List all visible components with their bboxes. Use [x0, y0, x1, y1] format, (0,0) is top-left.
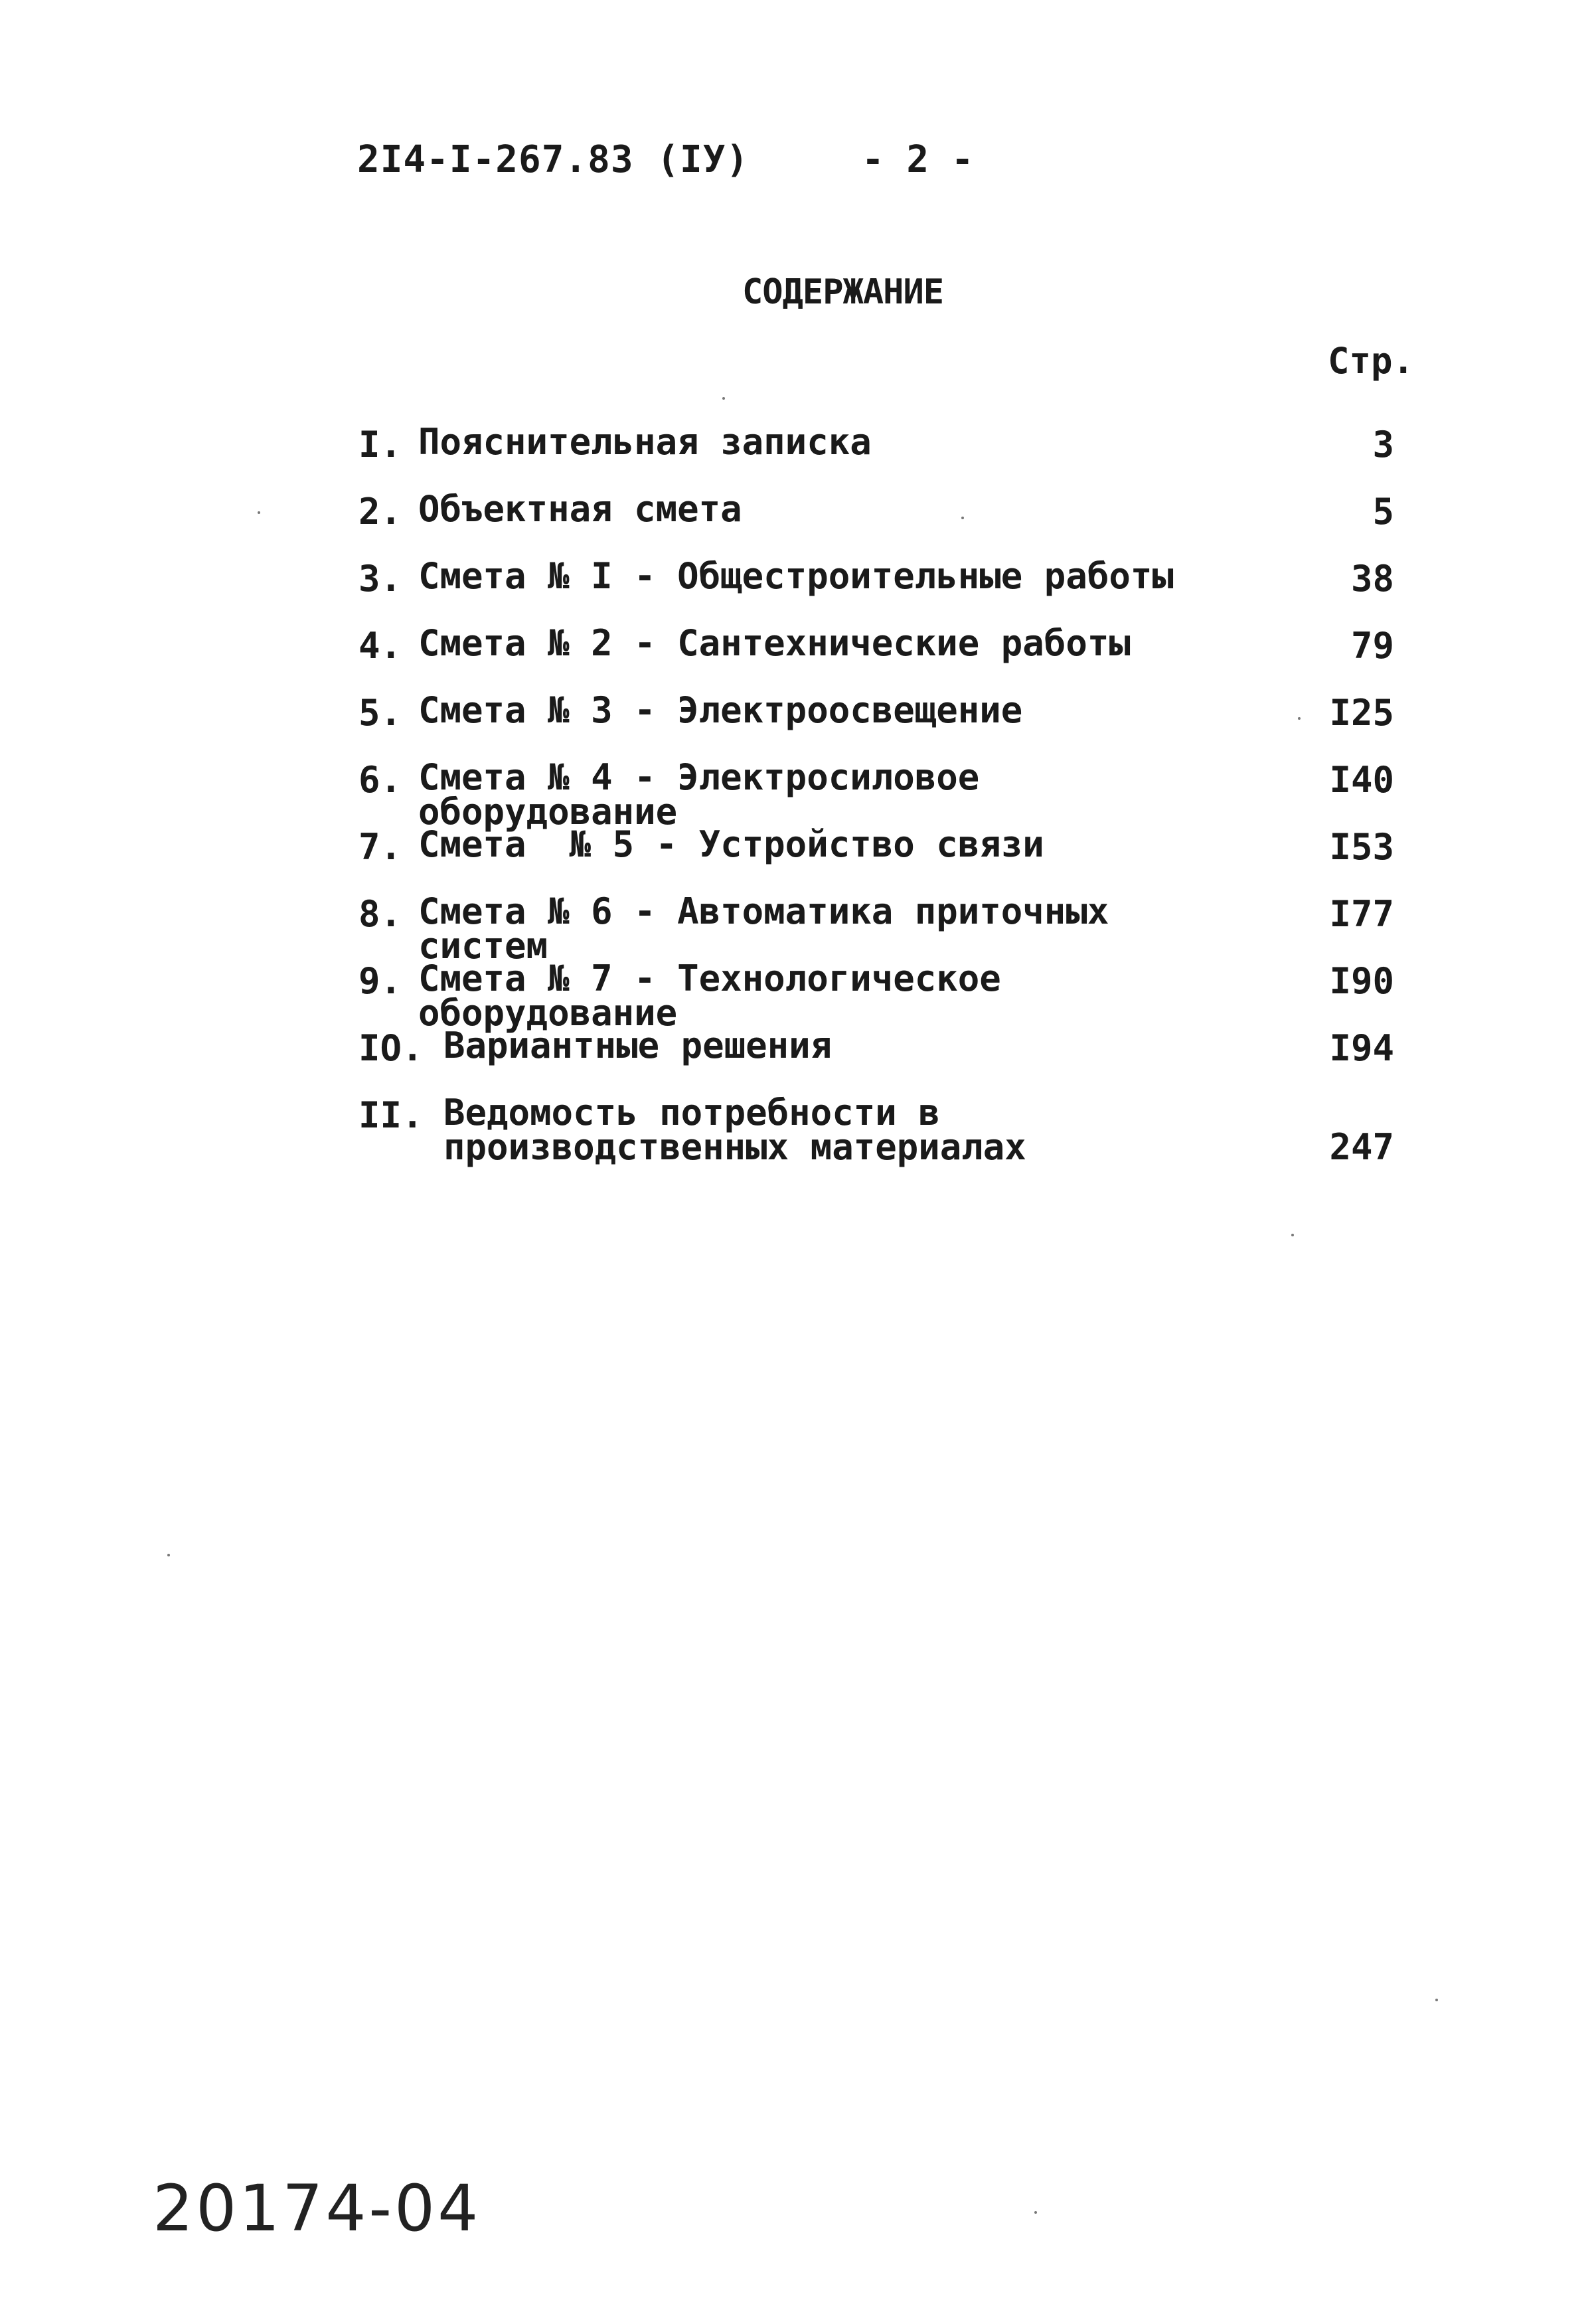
archive-stamp-number: 20174-04: [153, 2171, 481, 2246]
toc-item-text: Смета № 4 - Электросиловое оборудование: [418, 756, 1001, 833]
toc-item-page: 79: [1350, 625, 1394, 667]
toc-item-text: Вариантные решения: [443, 1025, 833, 1066]
scan-speck: [1034, 2211, 1037, 2214]
toc-item-number: 9.: [358, 960, 402, 1002]
toc-item-text: Пояснительная записка: [418, 421, 872, 463]
toc-item-page: 3: [1372, 424, 1394, 465]
toc-item-number: 8.: [358, 893, 402, 935]
toc-item-number: IO.: [358, 1027, 424, 1069]
scan-speck: [961, 517, 964, 519]
toc-item-page: I90: [1329, 960, 1394, 1002]
table-of-contents: [358, 421, 1394, 1189]
toc-item-text: Смета № 5 - Устройство связи: [418, 823, 1044, 865]
toc-item: [358, 622, 1394, 693]
scan-speck: [1435, 1999, 1438, 2001]
toc-item: [358, 823, 1394, 894]
toc-item-number: 5.: [358, 692, 402, 734]
toc-item-number: I.: [358, 424, 402, 465]
scan-speck: [1298, 717, 1301, 720]
toc-item: [358, 957, 1394, 1034]
toc-item-page: 247: [1329, 1126, 1394, 1168]
toc-item-page: 38: [1350, 558, 1394, 600]
toc-item-page: I40: [1329, 759, 1394, 801]
toc-item-text: Ведомость потребности в производственных материалах: [443, 1092, 1026, 1168]
toc-item-number: 2.: [358, 491, 402, 533]
toc-item: [358, 1025, 1394, 1096]
toc-item-text: Объектная смета: [418, 488, 742, 530]
toc-item: [358, 488, 1394, 559]
toc-item: [358, 421, 1394, 492]
toc-item-text: Смета № 2 - Сантехнические работы: [418, 622, 1131, 664]
scan-speck: [258, 511, 260, 514]
toc-item-number: 7.: [358, 826, 402, 868]
toc-item-number: 6.: [358, 759, 402, 801]
toc-item: [358, 555, 1394, 626]
page-number: - 2 -: [862, 138, 974, 181]
document-code: 2I4-I-267.83 (IУ): [357, 138, 750, 181]
toc-item-text: Смета № 6 - Автоматика приточных систем: [418, 890, 1131, 967]
toc-item-page: I77: [1329, 893, 1394, 935]
scan-speck: [722, 397, 725, 400]
toc-item-number: 4.: [358, 625, 402, 667]
toc-item-page: 5: [1372, 491, 1394, 533]
toc-item-page: I53: [1329, 826, 1394, 868]
toc-item: [358, 890, 1394, 967]
toc-item: [358, 689, 1394, 760]
toc-item: [358, 756, 1394, 833]
toc-title: СОДЕРЖАНИЕ: [742, 272, 944, 312]
scan-speck: [1291, 1234, 1294, 1236]
toc-item-page: I25: [1329, 692, 1394, 734]
toc-item-text: Смета № 3 - Электроосвещение: [418, 689, 1023, 731]
toc-item-number: 3.: [358, 558, 402, 600]
toc-item-text: Смета № 7 - Технологическое оборудование: [418, 957, 1023, 1034]
toc-item-page: I94: [1329, 1027, 1394, 1069]
scan-speck: [167, 1554, 170, 1556]
page-column-label: Стр.: [1328, 340, 1415, 382]
toc-item-text: Смета № I - Общестроительные работы: [418, 555, 1174, 597]
toc-item-number: II.: [358, 1094, 424, 1136]
toc-item: [358, 1092, 1394, 1189]
